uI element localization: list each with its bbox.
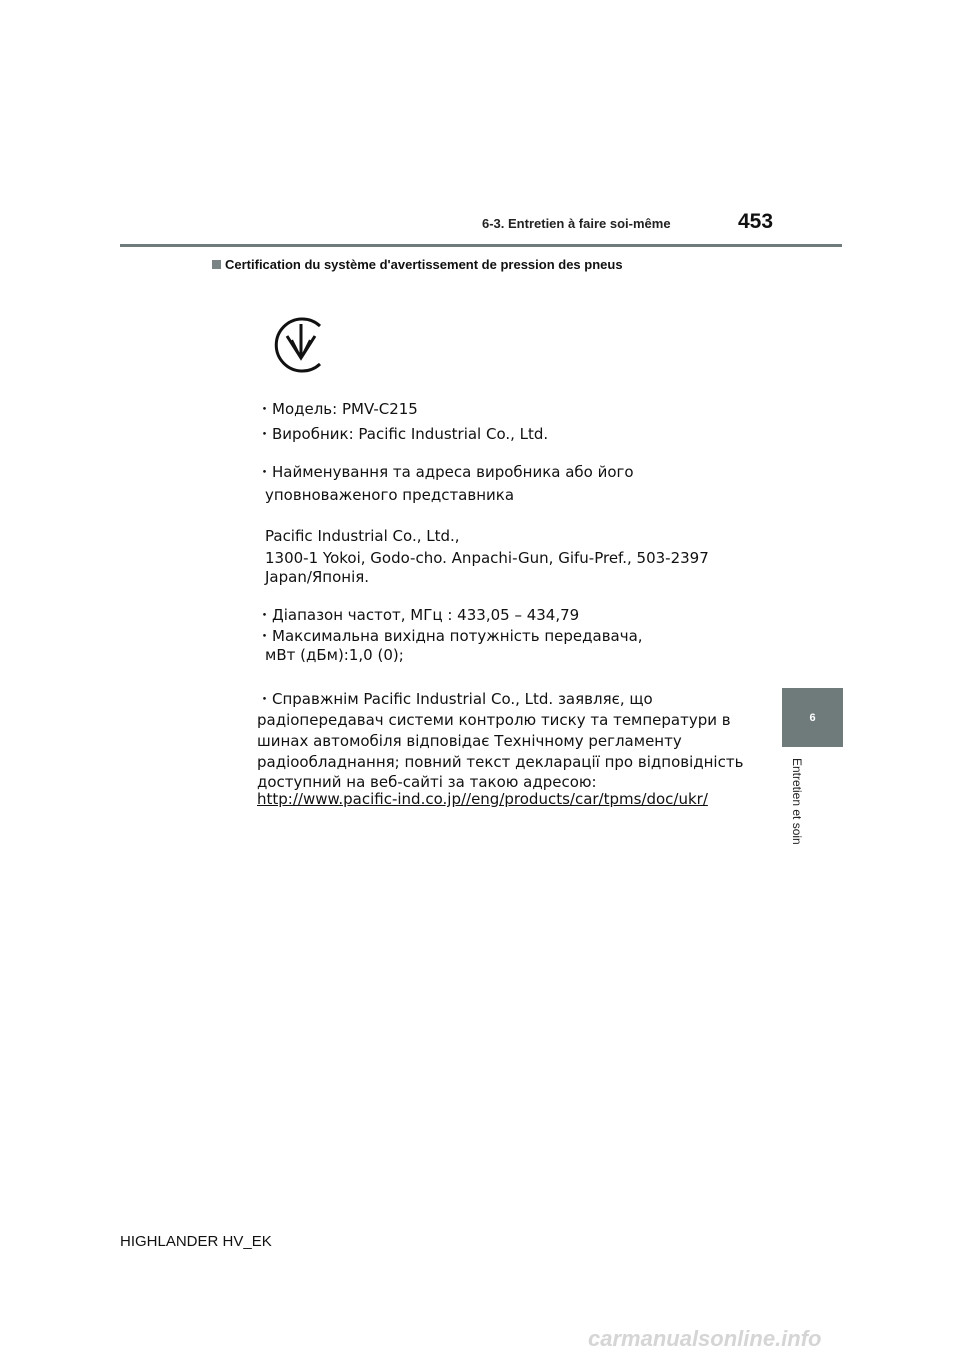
cert-declaration-2: радіопередавач системи контролю тиску та температури в xyxy=(257,711,731,729)
chapter-side-label-text: Entretien et soin xyxy=(790,758,804,845)
cert-name-address-title-2: уповноваженого представника xyxy=(265,486,515,504)
cert-declaration-5: доступний на веб-сайті за такою адресою: xyxy=(257,773,597,791)
section-heading-text: Certification du système d'avertissement de pression des pneus xyxy=(225,257,623,272)
cert-declaration-url-link[interactable]: http://www.pacific-ind.co.jp//eng/products/car/tpms/doc/ukr/ xyxy=(257,790,708,808)
header-section-title: 6-3. Entretien à faire soi-même xyxy=(482,216,671,231)
cert-declaration-1: ・Справжнім Pacific Industrial Co., Ltd. заявляє, що xyxy=(257,690,653,708)
cert-manufacturer-line: ・Виробник: Pacific Industrial Co., Ltd. xyxy=(257,425,549,443)
header-divider xyxy=(120,244,842,247)
watermark: carmanualsonline.info xyxy=(588,1326,822,1351)
cert-name-address-title-1: ・Найменування та адреса виробника або його xyxy=(257,463,634,481)
cert-address: 1300-1 Yokoi, Godo-cho. Anpachi-Gun, Gifu-Pref., 503-2397 xyxy=(265,549,709,567)
page-number: 453 xyxy=(738,210,774,233)
cert-country: Japan/Японія. xyxy=(265,568,370,586)
cert-company: Pacific Industrial Co., Ltd., xyxy=(265,527,460,545)
cert-model-line: ・Модель: PMV-C215 xyxy=(257,400,418,418)
chapter-number: 6 xyxy=(809,711,816,724)
chapter-side-label xyxy=(790,758,810,868)
ukrainian-conformity-mark-icon xyxy=(268,312,334,383)
chapter-tab xyxy=(782,688,843,747)
cert-power-line-2: мВт (дБм):1,0 (0); xyxy=(265,646,404,664)
cert-frequency-line: ・Діапазон частот, МГц : 433,05 – 434,79 xyxy=(257,606,580,624)
cert-declaration-4: радіообладнання; повний текст декларації про відповідність xyxy=(257,753,744,771)
section-heading xyxy=(212,257,623,272)
cert-power-line-1: ・Максимальна вихідна потужність передавача, xyxy=(257,627,643,645)
footer-model-name: HIGHLANDER HV_EK xyxy=(120,1233,272,1250)
cert-url-container xyxy=(257,788,708,810)
heading-square-icon xyxy=(212,260,221,269)
cert-declaration-3: шинах автомобіля відповідає Технічному регламенту xyxy=(257,732,682,750)
